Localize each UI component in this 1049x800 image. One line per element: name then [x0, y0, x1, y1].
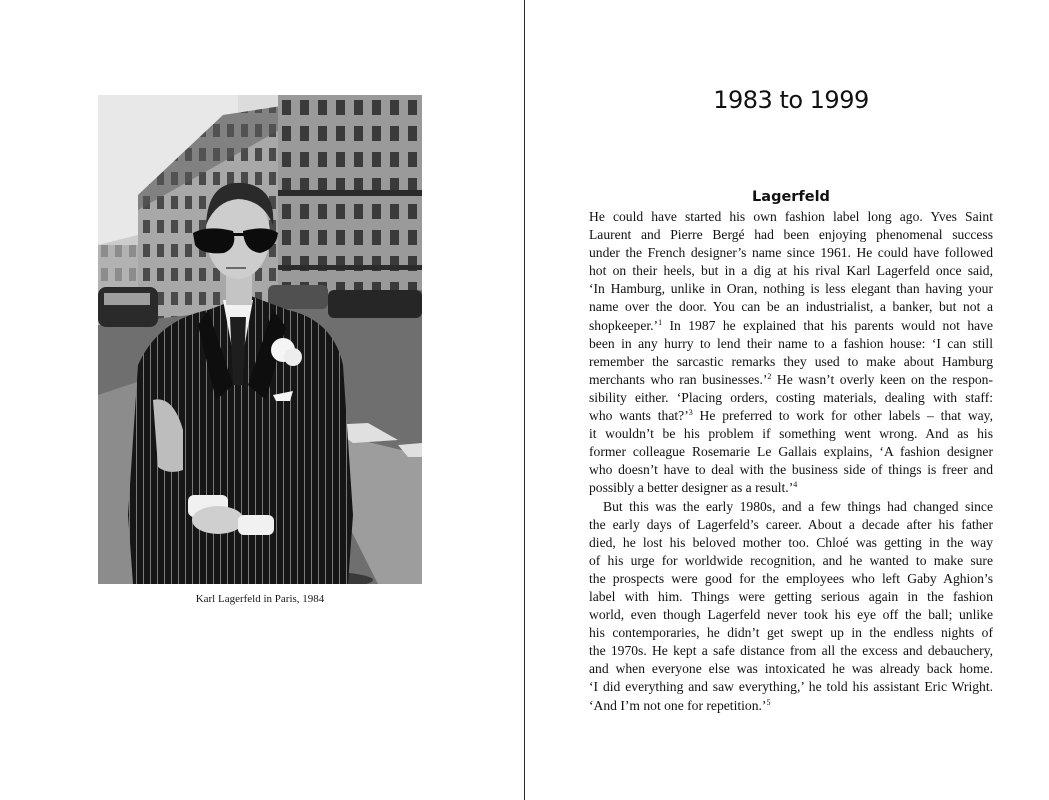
chapter-title: 1983 to 1999 — [713, 86, 869, 114]
page-gutter — [524, 0, 525, 800]
text-line: the early days of Lagerfeld’s career. About a decade after his father — [589, 516, 993, 532]
footnote-marker: 4 — [793, 480, 798, 490]
text-line: hot on their heels, but in a dig at his rival Karl Lagerfeld once said, — [589, 263, 993, 279]
footnote-marker: 3 — [688, 408, 693, 418]
footnote-marker: 1 — [658, 317, 663, 327]
text-line: world, even though Lagerfeld never took his eye off the ball; unlike — [589, 607, 993, 623]
text-line: and when everyone else was intoxicated he was already back home. — [589, 661, 993, 677]
footnote-marker: 5 — [766, 697, 771, 707]
text-line: But this was the early 1980s, and a few things had changed since — [603, 498, 993, 514]
text-line: merchants who ran businesses.’$^2$ He wasn’t overly keen on the respon- — [589, 371, 993, 387]
text-line: former colleague Rosemarie Le Gallais explains, ‘A fashion designer — [589, 444, 993, 460]
text-line: died, he lost his beloved mother too. Chloé was getting in the way — [589, 534, 993, 550]
section-title: Lagerfeld — [752, 189, 830, 205]
text-line: He could have started his own fashion label long ago. Yves Saint — [589, 209, 993, 224]
text-line: remember the sarcastic remarks they used to make about Hamburg — [589, 353, 993, 369]
text-line: of his urge for worldwide recognition, and he wanted to make sure — [589, 552, 993, 568]
text-line: the 1970s. He kept a safe distance from all the excess and debauchery, — [589, 643, 993, 659]
text-line: Laurent and Pierre Bergé had been enjoying phenomenal success — [589, 227, 993, 243]
text-line: it wouldn’t be his problem if something went wrong. And as his — [589, 426, 993, 442]
text-line: sibility either. ‘Placing orders, costing materials, dealing with staff: — [589, 389, 993, 405]
text-line: shopkeeper.’$^1$ In 1987 he explained that his parents would not have — [589, 317, 993, 333]
text-line: the prospects were good for the employees who left Gaby Aghion’s — [589, 570, 993, 586]
text-line: ‘In Hamburg, unlike in Oran, nothing is less elegant than having your — [589, 281, 993, 297]
text-line: under the French designer’s name since 1961. He could have followed — [589, 245, 993, 261]
text-line: been in any hurry to lend their name to a fashion house: ‘I can still — [589, 335, 993, 351]
text-line: who wants that?’$^3$ He preferred to work for other labels – that way, — [589, 408, 993, 424]
body-text — [589, 208, 993, 715]
footnote-marker: 2 — [767, 371, 772, 381]
text-line: label with him. Things were getting serious again in the fashion — [589, 588, 993, 604]
text-line: possibly a better designer as a result.’$^4$ — [589, 480, 798, 496]
text-line: ‘And I’m not one for repetition.’$^5$ — [589, 697, 771, 713]
text-line: who doesn’t have to deal with the business side of things is freer and — [589, 462, 993, 478]
text-line: ‘I did everything and saw everything,’ he told his assistant Eric Wright. — [589, 679, 993, 695]
photo-caption: Karl Lagerfeld in Paris, 1984 — [195, 593, 325, 605]
text-line: name over the door. You can be an industrialist, a banker, but not a — [589, 299, 993, 315]
lagerfeld-photo — [98, 95, 422, 584]
text-line: his contemporaries, he didn’t get swept up in the endless nights of — [589, 625, 993, 641]
